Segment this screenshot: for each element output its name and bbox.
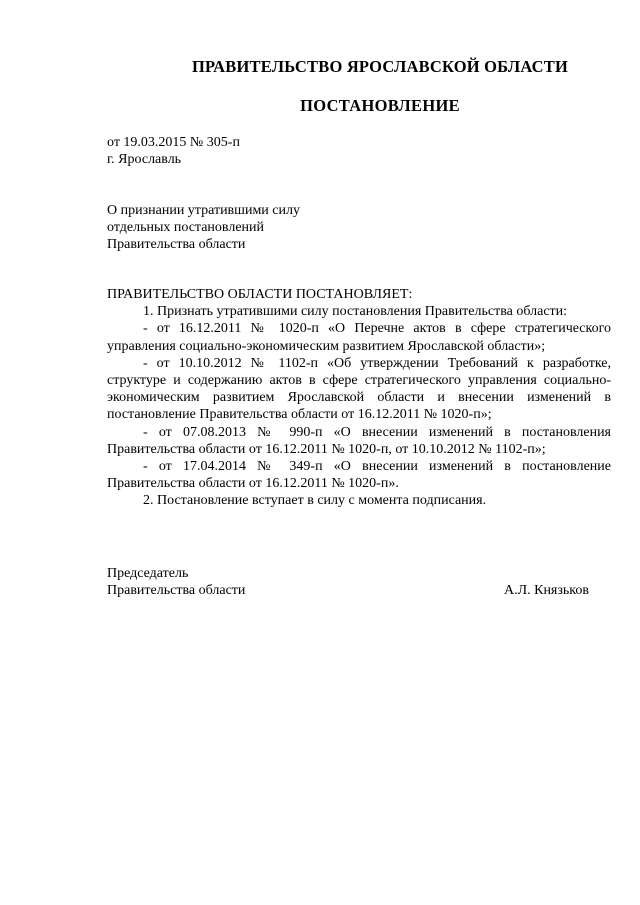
document-meta <box>107 134 240 168</box>
document-body <box>107 286 611 510</box>
subject-line-1: О признании утратившими силу <box>107 203 300 218</box>
item-1-sub-4: - от 17.04.2014 № 349-п «О внесении изменений в постановление Правительства области от 16.12.2011 № 1020-п». <box>107 459 611 492</box>
signer-title-line-1: Председатель <box>107 566 189 581</box>
organization-title: ПРАВИТЕЛЬСТВО ЯРОСЛАВСКОЙ ОБЛАСТИ <box>191 57 569 76</box>
item-2: 2. Постановление вступает в силу с момента подписания. <box>143 493 487 509</box>
item-1-sub-3: - от 07.08.2013 № 990-п «О внесении изменений в постановления Правительства области от 16.12.2011 № 1020-п, от 10.10.2012 № 1102-п»; <box>107 424 611 457</box>
document-type-title: ПОСТАНОВЛЕНИЕ <box>300 96 460 115</box>
subject-line-3: Правительства области <box>107 237 246 252</box>
document-subject <box>107 202 300 253</box>
date-number: от 19.03.2015 № 305-п <box>107 135 240 150</box>
signer-name: А.Л. Князьков <box>504 583 589 598</box>
city: г. Ярославль <box>107 152 182 167</box>
item-1-sub-2: - от 10.10.2012 № 1102-п «Об утверждении Требований к разработке, структуре и содержанию актов в сфере стратегического управления социально-экономическим развитием Ярославской области и внесении изменений в постановление Правительства области от 16.12.2011 № 1020-п»; <box>107 355 611 423</box>
signer-title-line-2: Правительства области <box>107 583 246 598</box>
decree-heading: ПРАВИТЕЛЬСТВО ОБЛАСТИ ПОСТАНОВЛЯЕТ: <box>107 287 413 302</box>
item-1: 1. Признать утратившими силу постановления Правительства области: <box>143 304 568 320</box>
subject-line-2: отдельных постановлений <box>107 220 265 235</box>
item-1-sub-1: - от 16.12.2011 № 1020-п «О Перечне актов в сфере стратегического управления социально-экономическим развитием Ярославской области»; <box>107 321 611 354</box>
signature-block <box>107 565 589 599</box>
